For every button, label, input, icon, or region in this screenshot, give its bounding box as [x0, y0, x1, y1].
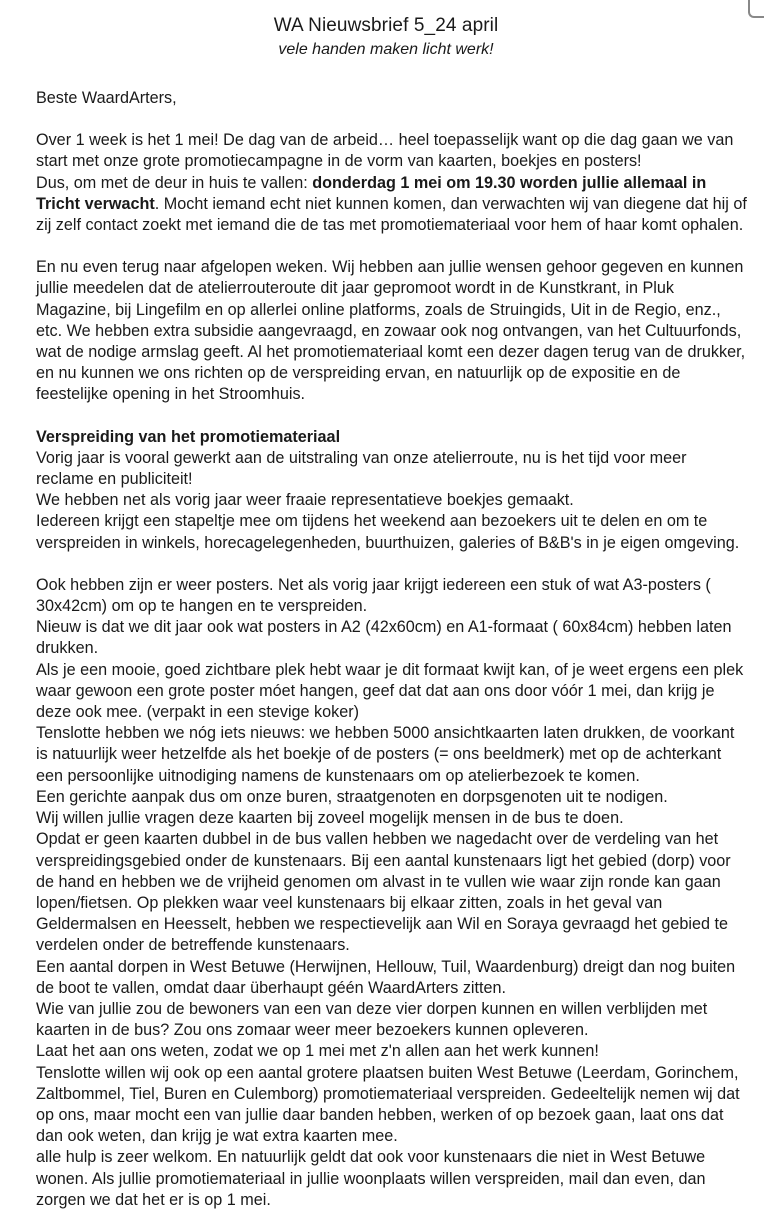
posters-line: Wie van jullie zou de bewoners van een van deze vier dorpen kunnen en willen verblijden met kaarten in de bus? Zou ons zomaar weer meer bezoekers kunnen opleveren. [36, 999, 708, 1040]
intro-paragraph-1: Over 1 week is het 1 mei! De dag van de arbeid… heel toepasselijk want op die dag gaan we van start met onze grote promotiecampagne in de vorm van kaarten, boekjes en posters! [36, 131, 734, 171]
greeting: Beste WaardArters, [36, 89, 177, 107]
posters-line: Tenslotte willen wij ook op een aantal grotere plaatsen buiten West Betuwe (Leerdam, Gorinchem, Zaltbommel, Tiel, Buren en Culemborg) promotiemateriaal verspreiden. Gedeeltelijk nemen wij dat op ons, maar mocht een van jullie daar banden hebben, werken of op bezoek gaan, laat ons dat dan ook weten, dan krijg je wat extra kaarten mee. [36, 1063, 740, 1146]
posters-line: Laat het aan ons weten, zodat we op 1 mei met z'n allen aan het werk kunnen! [36, 1042, 599, 1061]
posters-line: Tenslotte hebben we nóg iets nieuws: we hebben 5000 ansichtkaarten laten drukken, de voorkant is natuurlijk weer hetzelfde als het boekje of de posters (= ons beeldmerk) met op de achterkant een persoonlijke uitnodiging namens de kunstenaars om op atelierbezoek te komen. [36, 724, 735, 785]
page-title: WA Nieuwsbrief 5_24 april [273, 15, 499, 36]
posters-line: Als je een mooie, goed zichtbare plek hebt waar je dit formaat kwijt kan, of je weet ergens een plek waar gewoon een grote poster móet hangen, geef dat dat aan ons door vóór 1 mei, dan krijg je deze ook mee. (verpakt in een stevige koker) [36, 660, 744, 722]
section-line: We hebben net als vorig jaar weer fraaie representatieve boekjes gemaakt. [36, 491, 574, 510]
posters-line: Opdat er geen kaarten dubbel in de bus vallen hebben we nagedacht over de verdeling van het verspreidingsgebied onder de kunstenaars. Bij een aantal kunstenaars ligt het gebied (dorp) voor de hand en hebben we de vrijheid genomen om alvast in te vullen wie waar zijn ronde kan gaan lopen/fietsen. Op plekken waar veel kunstenaars bij elkaar zitten, zoals in het geval van Geldermalsen en Heesselt, hebben we respectievelijk aan Wil en Soraya gevraagd het gebied te verdelen onder de betreffende kunstenaars. [36, 830, 731, 955]
section-line: Iedereen krijgt een stapeltje mee om tijdens het weekend aan bezoekers uit te delen en om te verspreiden in winkels, horecagelegenheden, buurthuizen, galeries of B&B's in je eigen omgeving. [36, 512, 740, 552]
posters-line: Een aantal dorpen in West Betuwe (Herwijnen, Hellouw, Tuil, Waardenburg) dreigt dan nog buiten de boot te vallen, omdat daar überhaupt géén WaardArters zitten. [36, 957, 736, 997]
intro-paragraph-2 [36, 173, 748, 237]
intro-p2-start: Dus, om met de deur in huis te vallen: [36, 173, 313, 192]
meeting-announcement: donderdag 1 mei om 19.30 worden jullie allemaal in Tricht verwacht [36, 173, 707, 213]
page-subtitle: vele handen maken licht werk! [278, 41, 494, 58]
section-heading: Verspreiding van het promotiemateriaal [36, 427, 341, 446]
intro-p2-end: . Mocht iemand echt niet kunnen komen, dan verwachten wij van diegene dat hij of zij zelf contact zoekt met iemand die de tas met promotiemateriaal voor hem of haar komt ophalen. [36, 194, 747, 235]
newsletter-body [36, 88, 748, 1211]
posters-line: Een gerichte aanpak dus om onze buren, straatgenoten en dorpsgenoten uit te nodigen. [36, 787, 668, 806]
section-line: Vorig jaar is vooral gewerkt aan de uitstraling van onze atelierroute, nu is het tijd voor meer reclame en publiciteit! [36, 448, 687, 489]
posters-line: Ook hebben zijn er weer posters. Net als vorig jaar krijgt iedereen een stuk of wat A3-posters ( 30x42cm) om op te hangen en te verspreiden. [36, 575, 711, 616]
posters-line: Wij willen jullie vragen deze kaarten bij zoveel mogelijk mensen in de bus te doen. [36, 809, 624, 828]
posters-line: alle hulp is zeer welkom. En natuurlijk geldt dat ook voor kunstenaars die niet in West Betuwe wonen. Als jullie promotiemateriaal in jullie woonplaats willen verspreiden, mail dan even, dan zorgen we dat het er is op 1 mei. [36, 1148, 706, 1209]
posters-line: Nieuw is dat we dit jaar ook wat posters in A2 (42x60cm) en A1-formaat ( 60x84cm) hebben laten drukken. [36, 618, 732, 658]
update-paragraph: En nu even terug naar afgelopen weken. Wij hebben aan jullie wensen gehoor gegeven en kunnen jullie meedelen dat de atelierrouteroute dit jaar gepromoot wordt in de Kunstkrant, in Pluk Magazine, bij Lingefilm en op allerlei online platforms, zoals de Struingids, Uit in de Regio, enz., etc. We hebben extra subsidie aangevraagd, en zowaar ook nog ontvangen, van het Cultuurfonds, wat de nodige armslag geeft. Al het promotiemateriaal komt een dezer dagen terug van de drukker, en nu kunnen we ons richten op de verspreiding ervan, en natuurlijk op de expositie en de feestelijke opening in het Stroomhuis. [36, 258, 746, 404]
